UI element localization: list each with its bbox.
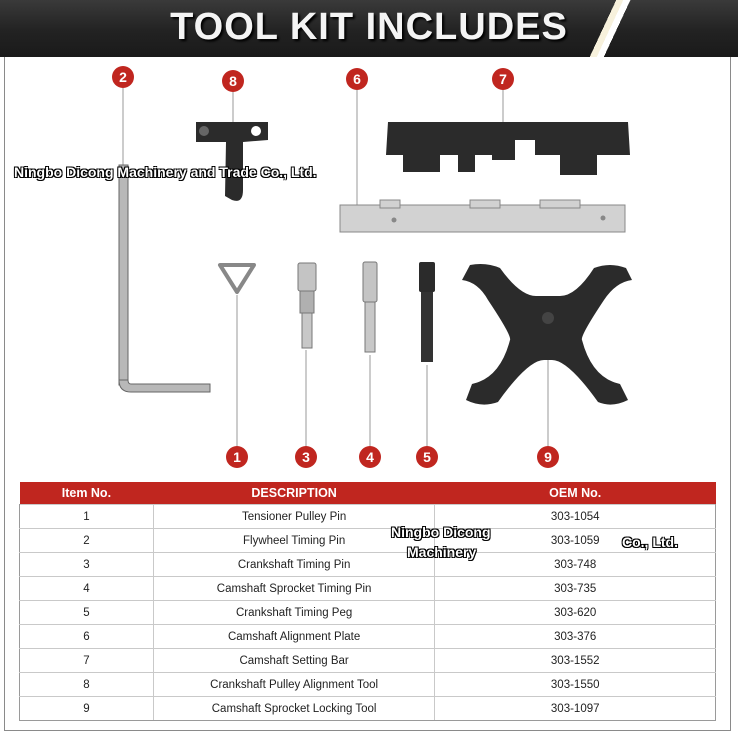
table-row [20,505,716,529]
item-cell: 6 [20,625,154,649]
table-row [20,601,716,625]
column-header-description: DESCRIPTION [153,482,435,505]
description-cell: Tensioner Pulley Pin [153,505,435,529]
badge-number-9: 9 [544,449,552,465]
badge-number-3: 3 [302,449,310,465]
badge-number-6: 6 [353,71,361,87]
watermark-table-line1: Ningbo Dicong [391,524,491,540]
column-header-item: Item No. [20,482,154,505]
badge-number-8: 8 [229,73,237,89]
badge-number-4: 4 [366,449,374,465]
badge-number-5: 5 [423,449,431,465]
oem-cell: 303-735 [435,577,716,601]
description-cell: Crankshaft Pulley Alignment Tool [153,673,435,697]
table-row [20,553,716,577]
oem-cell: 303-1552 [435,649,716,673]
item-cell: 1 [20,505,154,529]
watermark-top: Ningbo Dicong Machinery and Trade Co., Ltd. [14,164,317,180]
oem-cell: 303-1550 [435,673,716,697]
description-cell: Crankshaft Timing Pin [153,553,435,577]
item-cell: 8 [20,673,154,697]
table-row [20,649,716,673]
item-cell: 4 [20,577,154,601]
item-cell: 3 [20,553,154,577]
description-cell: Crankshaft Timing Peg [153,601,435,625]
table-row [20,697,716,721]
item-cell: 5 [20,601,154,625]
description-cell: Camshaft Sprocket Locking Tool [153,697,435,721]
oem-cell: 303-376 [435,625,716,649]
badge-number-7: 7 [499,71,507,87]
flywheel-pin-icon [298,263,316,348]
table-row [20,673,716,697]
parts-table [19,482,716,721]
item-cell: 7 [20,649,154,673]
item-cell: 9 [20,697,154,721]
oem-cell: 303-748 [435,553,716,577]
oem-cell: 303-1097 [435,697,716,721]
oem-cell: 303-1054 [435,505,716,529]
alignment-plate-icon [340,200,625,232]
table-row [20,577,716,601]
timing-peg-icon [419,262,435,362]
watermark-table-line2: Machinery [407,544,477,560]
table-header-row [20,482,716,505]
watermark-table-right: Co., Ltd. [622,534,678,550]
description-cell: Camshaft Alignment Plate [153,625,435,649]
description-cell: Camshaft Sprocket Timing Pin [153,577,435,601]
description-cell: Camshaft Setting Bar [153,649,435,673]
table-row [20,529,716,553]
page-title: TOOL KIT INCLUDES [170,6,568,48]
item-cell: 2 [20,529,154,553]
locking-tool-icon [462,264,632,405]
oem-cell: 303-620 [435,601,716,625]
badge-number-2: 2 [119,69,127,85]
oem-cell: 303-1059 [435,529,716,553]
sprocket-pin-icon [363,262,377,352]
description-cell: Flywheel Timing Pin [153,529,435,553]
allen-key-icon [119,165,210,392]
table-row [20,625,716,649]
triangle-pin-icon [220,265,254,292]
column-header-oem: OEM No. [435,482,716,505]
pulley-alignment-tool-icon [196,122,268,201]
setting-bar-icon [386,122,630,175]
badge-number-1: 1 [233,449,241,465]
